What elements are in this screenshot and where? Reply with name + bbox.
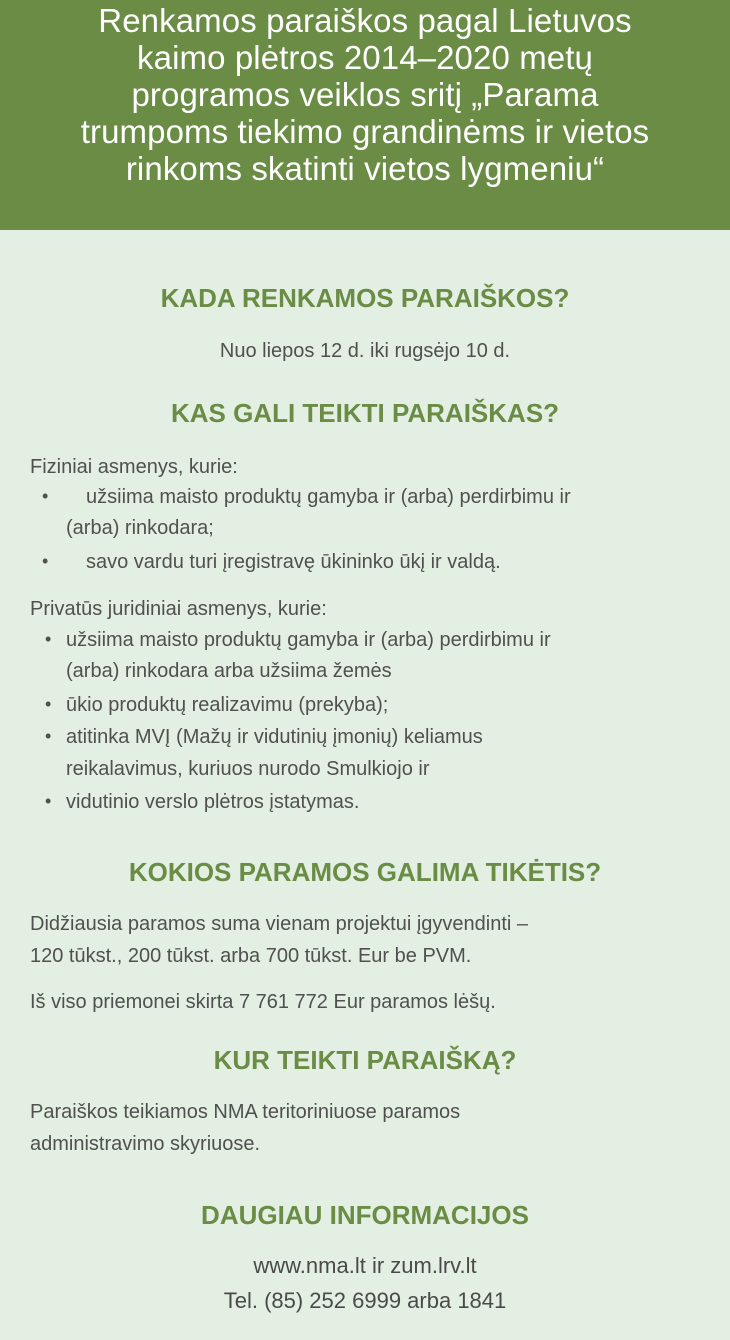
bullet: • [42,486,49,506]
who-heading: KAS GALI TEIKTI PARAIŠKAS? [170,398,560,428]
bullet: • [42,551,49,571]
legal-item-1-line-1: užsiima maisto produktų gamyba ir (arba) perdirbimu ir [66,629,551,651]
header-title-line: rinkoms skatinti vietos lygmeniu“ [125,150,605,187]
header-title-line: kaimo plėtros 2014–2020 metų [137,39,593,76]
legal-item-4: vidutinio verslo plėtros įstatymas. [66,791,360,813]
header-title-line: trumpoms tiekimo grandinėms ir vietos [80,113,650,150]
legal-item-1-line-2: (arba) rinkodara arba užsiima žemės [66,660,392,682]
physical-persons-intro: Fiziniai asmenys, kurie: [30,456,238,478]
where-text-line-2: administravimo skyriuose. [30,1133,261,1155]
legal-item-3-line-1: atitinka MVĮ (Mažų ir vidutinių įmonių) keliamus [66,726,483,748]
websites-link[interactable]: www.nma.lt ir zum.lrv.lt [253,1253,477,1278]
header-title-line: Renkamos paraiškos pagal Lietuvos [98,2,632,39]
support-heading: KOKIOS PARAMOS GALIMA TIKĖTIS? [128,857,602,887]
support-text-line-2: 120 tūkst., 200 tūkst. arba 700 tūkst. Eur be PVM. [30,945,472,967]
bullet: • [45,629,52,649]
legal-item-3-line-2: reikalavimus, kuriuos nurodo Smulkiojo ir [66,758,430,780]
more-info-heading: DAUGIAU INFORMACIJOS [201,1200,529,1230]
bullet: • [45,694,52,714]
physical-item-1-line-2: (arba) rinkodara; [66,517,214,539]
when-dates: Nuo liepos 12 d. iki rugsėjo 10 d. [219,340,511,362]
where-text-line-1: Paraiškos teikiamos NMA teritoriniuose paramos [30,1101,461,1123]
phone-number[interactable]: Tel. (85) 252 6999 arba 1841 [223,1288,507,1313]
header-title-line: programos veiklos sritį „Parama [131,76,599,113]
physical-item-1-line-1: užsiima maisto produktų gamyba ir (arba) perdirbimu ir [86,486,571,508]
physical-item-2: savo vardu turi įregistravę ūkininko ūkį ir valdą. [86,551,501,573]
support-total: Iš viso priemonei skirta 7 761 772 Eur paramos lėšų. [30,991,496,1013]
when-heading: KADA RENKAMOS PARAIŠKOS? [160,283,570,313]
bullet: • [45,726,52,746]
support-text-line-1: Didžiausia paramos suma vienam projektui įgyvendinti – [30,913,529,935]
legal-item-2: ūkio produktų realizavimu (prekyba); [66,694,389,716]
header-banner [0,0,730,230]
where-heading: KUR TEIKTI PARAIŠKĄ? [213,1045,517,1075]
legal-persons-intro: Privatūs juridiniai asmenys, kurie: [30,598,327,620]
bullet: • [45,791,52,811]
